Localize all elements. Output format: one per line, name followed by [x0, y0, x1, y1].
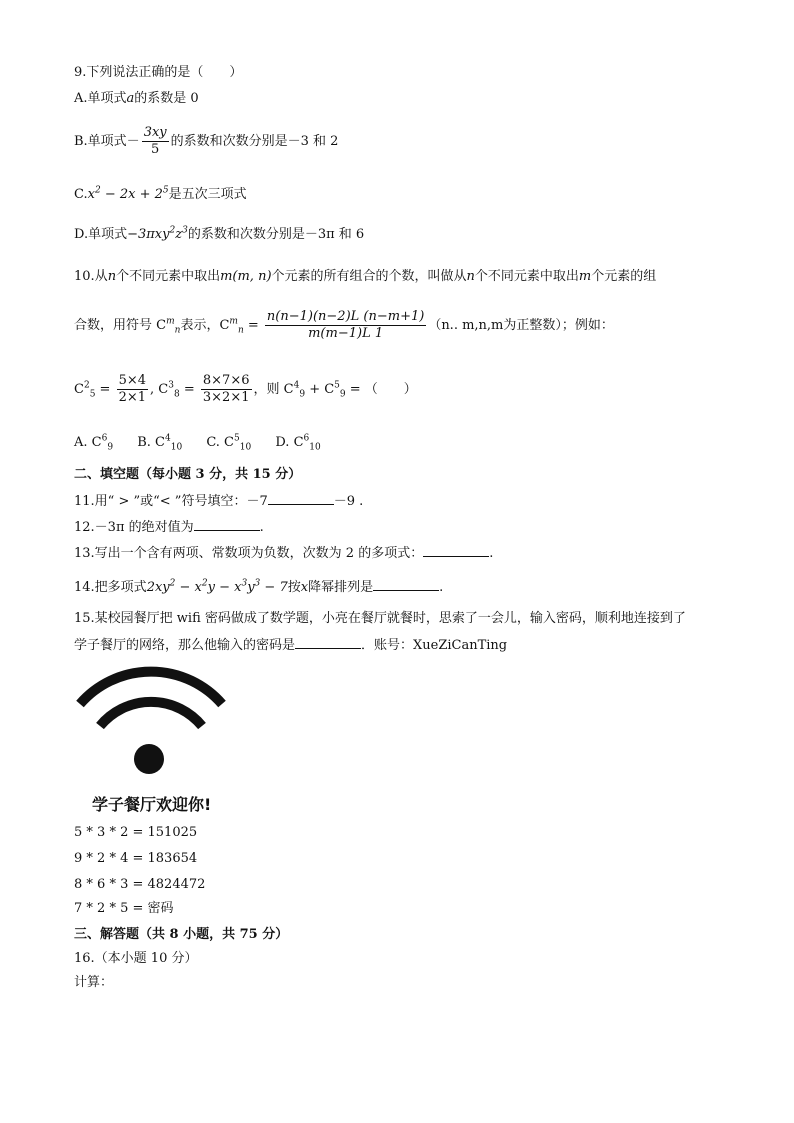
q10-option-a: A. $C^6_9$	[74, 433, 114, 453]
q10-examples: $C^2_5$ = $\frac{5\times 4}{2\times 1}$ , $C^3_8$ = $\frac{8\times 7\times 6}{3\times 2\times 1}$ ，则 $C^4_9 + C^5_9$ = （ ）	[74, 373, 417, 405]
q10-option-b: B. $C^4_{10}$	[137, 433, 183, 453]
q15-line2: 学子餐厅的网络，那么他输入的密码是 ．账号：XueZiCanTing	[74, 638, 508, 653]
equation-4: 7 * 2 * 5 = 密码	[74, 901, 174, 916]
q10-example1-fraction: $\frac{5\times 4}{2\times 1}$	[118, 373, 147, 405]
q9-option-c: $C.x^2 - 2x + 2^5$是五次三项式	[74, 185, 247, 202]
q11: 11.用“ > ”或“< ”符号填空：－7 －9 .	[74, 494, 364, 509]
q13-blank[interactable]	[423, 544, 489, 557]
section-3-heading: 三、解答题（共 8 小题，共 75 分）	[74, 927, 289, 942]
q10-formula-fraction: $\frac{n(n-1)(n-2)L (n-m+1)}{m(m-1)L 1}$	[266, 309, 425, 341]
q10-option-c: C. $C^5_{10}$	[206, 433, 252, 453]
equation-2: 9 * 2 * 4 = 183654	[74, 851, 198, 866]
wifi-icon	[74, 662, 234, 784]
q15-blank[interactable]	[295, 636, 361, 649]
q12: 12.－3π 的绝对值为 .	[74, 520, 264, 535]
calc-label: 计算：	[74, 975, 114, 990]
q9-option-d: D.单项式$-3\pi xy^2z^3$的系数和次数分别是－3π 和 6	[74, 225, 365, 242]
q10-option-d: D. $C^6_{10}$	[275, 433, 321, 453]
section-2-heading: 二、填空题（每小题 3 分，共 15 分）	[74, 467, 302, 482]
wifi-caption: 学子餐厅欢迎你!	[92, 795, 212, 814]
equation-1: 5 * 3 * 2 = 151025	[74, 825, 198, 840]
q14-blank[interactable]	[373, 578, 439, 591]
q11-blank[interactable]	[268, 492, 334, 505]
q9-b-fraction: $\frac{3xy}{5}$	[143, 125, 167, 157]
q10-line1: 10.从n个不同元素中取出m(m, n)个元素的所有组合的个数，叫做从n个不同元素中取出m个元素的组	[74, 269, 657, 284]
q9-stem: 9.下列说法正确的是（ ）	[74, 65, 243, 80]
q10-options	[74, 434, 341, 452]
q10-line2: 合数，用符号 $C^m_n$表示，$C^m_n$ = $\frac{n(n-1)(n-2)L (n-m+1)}{m(m-1)L 1}$ （n.. m,n,m为正整数）；例如：	[74, 309, 614, 341]
equation-3: 8 * 6 * 3 = 4824472	[74, 877, 206, 892]
q10-example2-fraction: $\frac{8\times 7\times 6}{3\times 2\times 1}$	[202, 373, 250, 405]
q14: 14.把多项式$2xy^2 - x^2y - x^3y^3 - 7$按x降幂排列是 .	[74, 578, 444, 595]
q16-heading: 16.（本小题 10 分）	[74, 951, 198, 966]
q9-option-b: B.单项式－ $\frac{3xy}{5}$ 的系数和次数分别是－3 和 2	[74, 125, 339, 157]
q15-line1: 15.某校园餐厅把 wifi 密码做成了数学题，小亮在餐厅就餐时，思索了一会儿，输入密码，顺利地连接到了	[74, 611, 686, 626]
q13: 13.写出一个含有两项、常数项为负数，次数为 2 的多项式： .	[74, 546, 494, 561]
q9-option-a: A.单项式a的系数是 0	[74, 91, 199, 106]
q12-blank[interactable]	[194, 518, 260, 531]
